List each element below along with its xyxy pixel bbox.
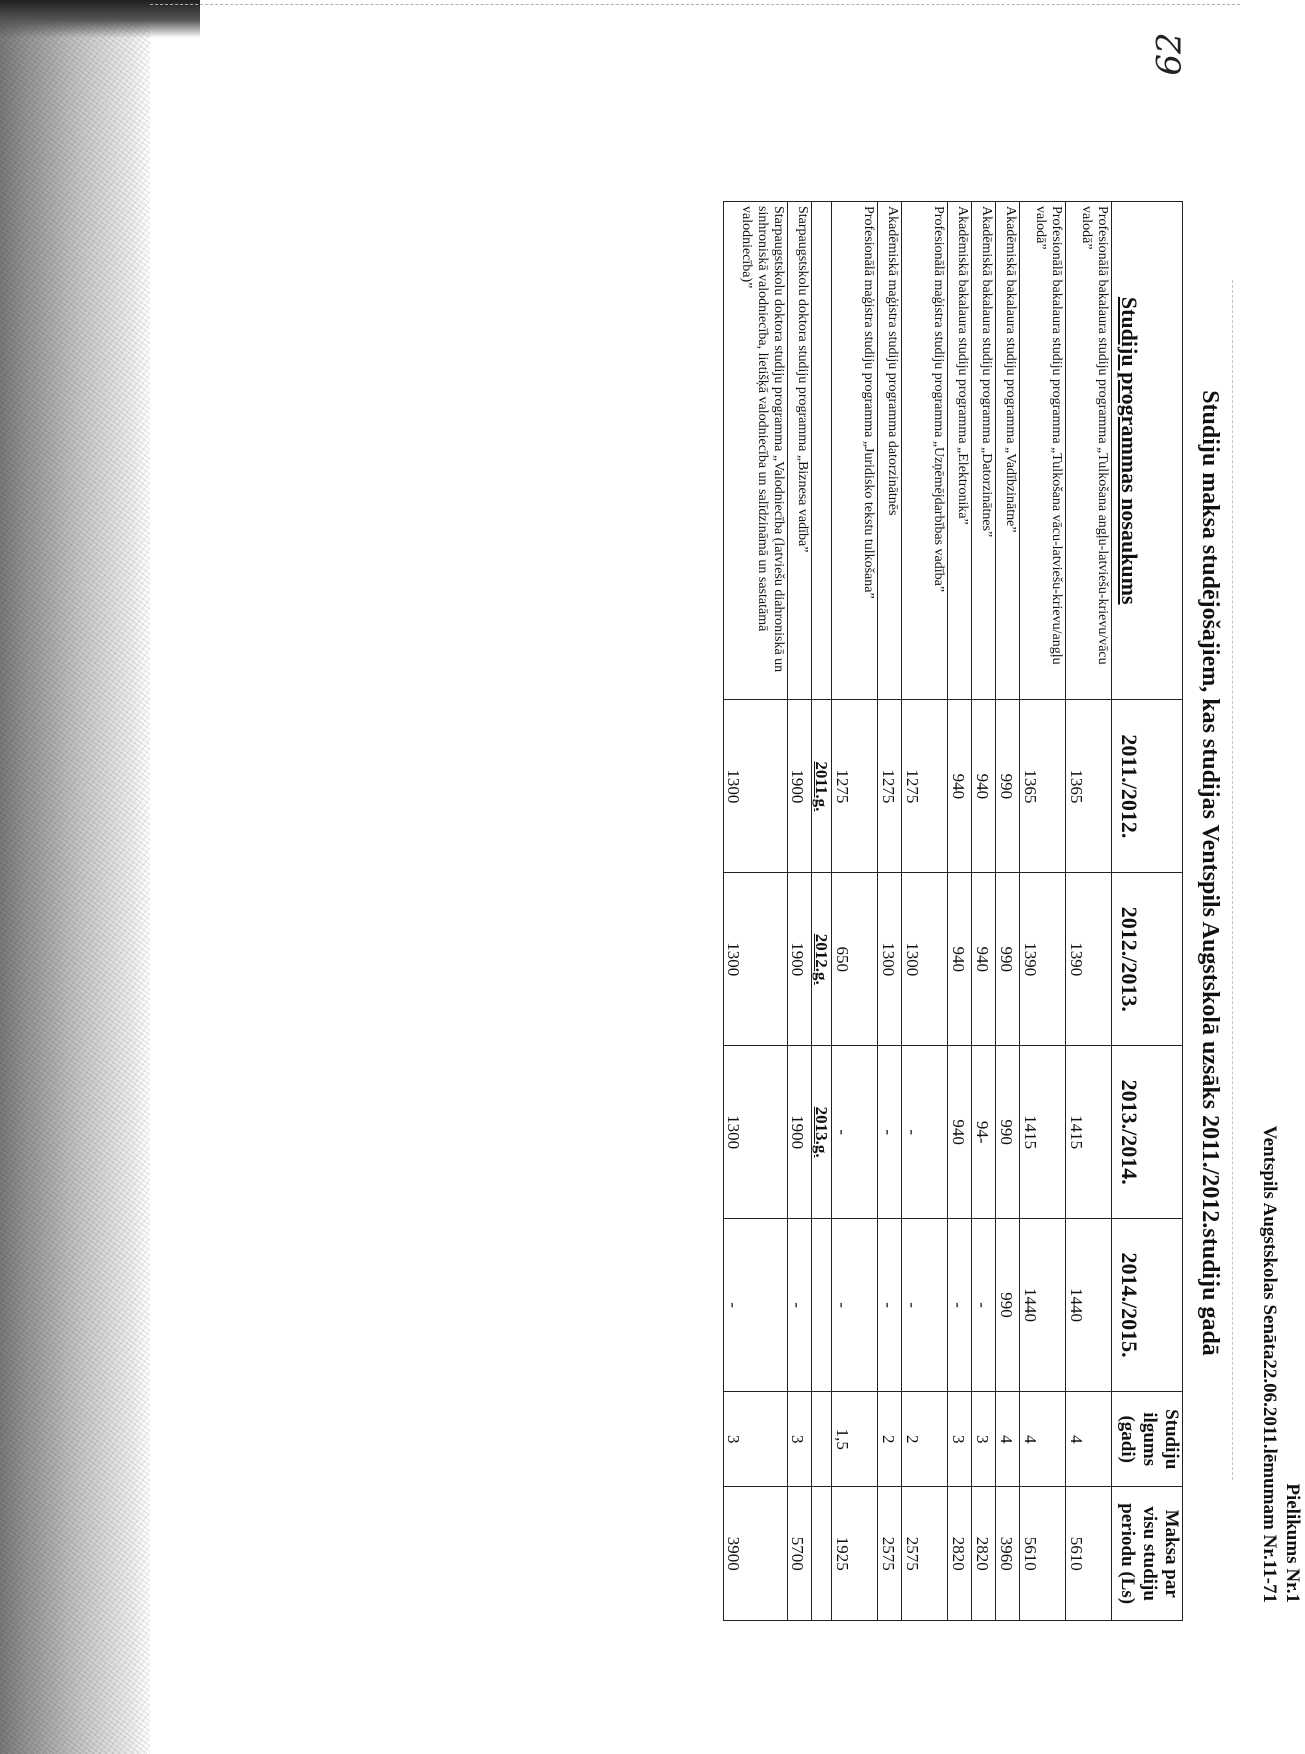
fee-2013: - [878,1046,902,1219]
fee-2011: 940 [972,700,996,873]
fee-2012: 940 [948,873,972,1046]
scan-binding-shadow [0,0,150,1754]
table-row [972,202,996,1621]
fee-2011: 1365 [1020,700,1066,873]
table-row [787,202,811,1621]
fee-2011: 940 [948,700,972,873]
program-name: Profesionālā maģistra studiju programma „Juridisko tekstu tulkošana” [832,202,878,700]
fee-2012: 1300 [902,873,948,1046]
fee-2012: 1390 [1020,873,1066,1046]
year-label-2013: 2013.g. [811,1046,832,1219]
scan-binding-corner [0,0,200,38]
tuition-fee-table [723,201,1183,1621]
fee-2012: 940 [972,873,996,1046]
duration: 4 [1020,1392,1066,1487]
fee-2014: - [787,1219,811,1392]
landscape-document [285,123,1305,1623]
fee-2013: - [902,1046,948,1219]
scan-edge-line [150,4,1240,5]
fee-2013: 940 [948,1046,972,1219]
total-fee: 2575 [878,1487,902,1621]
fee-2014: - [902,1219,948,1392]
year-label-2012: 2012.g. [811,873,832,1046]
total-fee: 3960 [996,1487,1020,1621]
fee-2014: - [878,1219,902,1392]
program-name: Profesionālā maģistra studiju programma „Uzņēmējdarbības vadība” [902,202,948,700]
header-year-2012: 2012./2013. [1112,873,1183,1046]
year-label-2011: 2011.g. [811,700,832,873]
total-fee: 5610 [1066,1487,1112,1621]
table-row [902,202,948,1621]
document-title: Studiju maksa studējošajiem, kas studijas Ventspils Augstskolā uzsāks 2011./2012.studiju gadā [1197,390,1223,1356]
fee-2014: 990 [996,1219,1020,1392]
fee-2011: 1275 [878,700,902,873]
table-row [723,202,787,1621]
fee-2011: 1275 [832,700,878,873]
table-row [1020,202,1066,1621]
fee-2013: 990 [996,1046,1020,1219]
fee-2012: 1390 [1066,873,1112,1046]
duration: 4 [996,1392,1020,1487]
fee-2014: - [948,1219,972,1392]
duration: 4 [1066,1392,1112,1487]
table-row [878,202,902,1621]
header-year-2013: 2013./2014. [1112,1046,1183,1219]
appendix-label: Pielikums Nr.1 [1282,1483,1303,1603]
program-name: Akadēmiskā bakalaura studiju programma „Vadībzinātne” [996,202,1020,700]
total-fee: 2820 [948,1487,972,1621]
table-row [996,202,1020,1621]
fee-2013: 1415 [1066,1046,1112,1219]
table-row [832,202,878,1621]
total-fee: 2575 [902,1487,948,1621]
program-name: Akadēmiskā bakalaura studiju programma „Elektronika” [948,202,972,700]
fee-2014: 1440 [1066,1219,1112,1392]
fee-2011: 1900 [787,700,811,873]
doctoral-year-row [811,202,832,1621]
duration: 3 [723,1392,787,1487]
fee-2014: - [972,1219,996,1392]
total-fee: 5610 [1020,1487,1066,1621]
program-name: Starpaugstskolu doktora studiju programma „Biznesa vadība” [787,202,811,700]
fee-2013: 1900 [787,1046,811,1219]
fee-2014: - [832,1219,878,1392]
table-row [1066,202,1112,1621]
program-name: Akadēmiskā maģistra studiju programma datorzinātnēs [878,202,902,700]
program-name: Akadēmiskā bakalaura studiju programma „Datorzinātnes” [972,202,996,700]
senate-decision-reference: Ventspils Augstskolas Senāta22.06.2011.lēmumam Nr.11-71 [1259,1125,1280,1603]
duration: 3 [948,1392,972,1487]
total-fee: 1925 [832,1487,878,1621]
header-duration: Studiju ilgums (gadi) [1112,1392,1183,1487]
program-name: Starpaugstskolu doktora studiju programma „Valodniecība (latviešu diahroniskā un sinhroniskā valodniecība, lietišķā valodniecība un salīdzināmā un sastatāmā valodniecība)” [723,202,787,700]
program-name: Profesionālā bakalaura studiju programma „Tulkošana angļu-latviešu-krievu/vācu valodā” [1066,202,1112,700]
fee-2011: 1300 [723,700,787,873]
fee-2013: 1415 [1020,1046,1066,1219]
page-number-handwritten: 62 [1149,32,1190,76]
total-fee: 2820 [972,1487,996,1621]
empty-cell [811,1392,832,1487]
duration: 2 [902,1392,948,1487]
table-row [948,202,972,1621]
fee-2012: 1900 [787,873,811,1046]
empty-cell [811,202,832,700]
fee-2012: 1300 [723,873,787,1046]
duration: 2 [878,1392,902,1487]
fee-2013: 94- [972,1046,996,1219]
table-header-row [1112,202,1183,1621]
total-fee: 3900 [723,1487,787,1621]
fee-2014: 1440 [1020,1219,1066,1392]
fee-2012: 650 [832,873,878,1046]
fee-2014: - [723,1219,787,1392]
empty-cell [811,1487,832,1621]
fee-2013: 1300 [723,1046,787,1219]
duration: 3 [787,1392,811,1487]
fee-2011: 1275 [902,700,948,873]
header-program-name: Studiju programmas nosaukums [1112,202,1183,700]
header-year-2014: 2014./2015. [1112,1219,1183,1392]
fee-2012: 1300 [878,873,902,1046]
header-total-fee: Maksa par visu studiju periodu (Ls) [1112,1487,1183,1621]
fee-2012: 990 [996,873,1020,1046]
fee-2011: 1365 [1066,700,1112,873]
header-year-2011: 2011./2012. [1112,700,1183,873]
empty-cell [811,1219,832,1392]
duration: 1,5 [832,1392,878,1487]
total-fee: 5700 [787,1487,811,1621]
fee-2013: - [832,1046,878,1219]
duration: 3 [972,1392,996,1487]
program-name: Profesionālā bakalaura studiju programma „Tulkošana vācu-latviešu-krievu/angļu valodā” [1020,202,1066,700]
fee-2011: 990 [996,700,1020,873]
